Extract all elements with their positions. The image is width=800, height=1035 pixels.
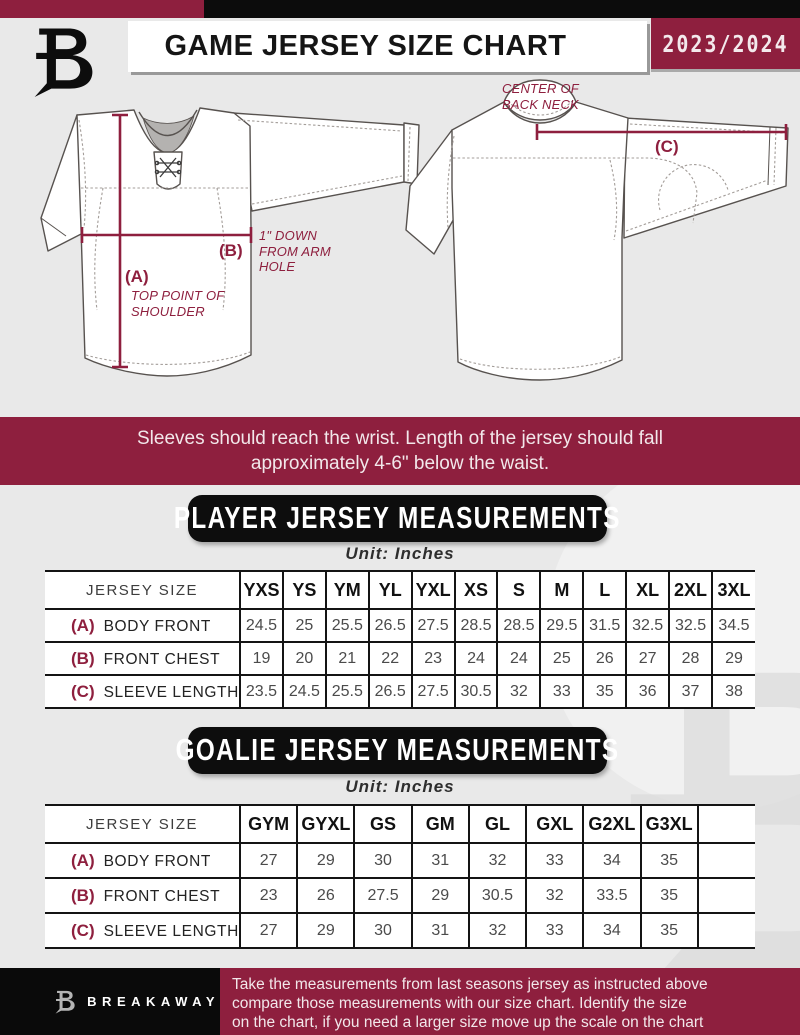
measurement-value-cell: 34.5 bbox=[712, 609, 755, 642]
measurement-value-cell: 23 bbox=[412, 642, 455, 675]
measurement-value-cell: 32 bbox=[469, 843, 526, 878]
measurement-label: SLEEVE LENGTH bbox=[103, 683, 239, 701]
measurement-row-label bbox=[45, 878, 240, 913]
size-header-row bbox=[45, 571, 755, 609]
footer-instructions-line3: on the chart, if you need a larger size move up the scale on the chart bbox=[232, 1014, 704, 1031]
annotation-c-label: (C) bbox=[655, 137, 679, 156]
measurement-row bbox=[45, 675, 755, 708]
measurement-value-cell: 29 bbox=[297, 913, 354, 948]
measurement-value-cell: 33 bbox=[526, 913, 583, 948]
measurement-value-cell: 25.5 bbox=[326, 609, 369, 642]
measurement-value-cell: 24.5 bbox=[283, 675, 326, 708]
measurement-value-cell: 27.5 bbox=[412, 675, 455, 708]
measurement-value-cell: 35 bbox=[641, 878, 698, 913]
measurement-value-cell: 29.5 bbox=[540, 609, 583, 642]
measurement-value-cell: 30.5 bbox=[455, 675, 498, 708]
fit-note-line1: Sleeves should reach the wrist. Length of the jersey should fall bbox=[137, 428, 663, 449]
size-column-header-cell: YS bbox=[283, 571, 326, 609]
size-column-header-cell: 2XL bbox=[669, 571, 712, 609]
size-column-header-cell: GYM bbox=[240, 805, 297, 843]
size-column-header-cell: XL bbox=[626, 571, 669, 609]
measurement-value-cell: 33 bbox=[526, 843, 583, 878]
footer-brand-block bbox=[0, 968, 220, 1035]
breakaway-footer-logo-icon bbox=[52, 985, 77, 1019]
measurement-value-cell bbox=[698, 878, 755, 913]
size-column-header-cell: YL bbox=[369, 571, 412, 609]
measurement-value-cell: 20 bbox=[283, 642, 326, 675]
measurement-value-cell: 34 bbox=[583, 843, 640, 878]
measurement-label: FRONT CHEST bbox=[103, 650, 221, 668]
measurement-row bbox=[45, 843, 755, 878]
measurement-value-cell: 26.5 bbox=[369, 609, 412, 642]
fit-note-line2: approximately 4-6" below the waist. bbox=[250, 453, 550, 474]
measurement-key: (A) bbox=[71, 850, 95, 870]
footer-instructions-line1: Take the measurements from last seasons jersey as instructed above bbox=[232, 976, 708, 993]
measurement-value-cell: 30.5 bbox=[469, 878, 526, 913]
measurement-value-cell: 37 bbox=[669, 675, 712, 708]
measurement-row-label bbox=[45, 843, 240, 878]
annotation-a-label: (A) bbox=[125, 267, 149, 286]
size-column-header-cell: YXS bbox=[240, 571, 283, 609]
measurement-key: (C) bbox=[71, 920, 95, 940]
measurement-value-cell bbox=[698, 913, 755, 948]
footer bbox=[0, 968, 800, 1035]
measurement-value-cell: 22 bbox=[369, 642, 412, 675]
size-column-header-cell: L bbox=[583, 571, 626, 609]
measurement-key: (B) bbox=[71, 885, 95, 905]
jersey-size-header-cell: JERSEY SIZE bbox=[45, 571, 240, 609]
measurement-value-cell: 30 bbox=[354, 843, 411, 878]
measurement-value-cell: 26 bbox=[297, 878, 354, 913]
size-column-header-cell: S bbox=[497, 571, 540, 609]
season-text: 2023/2024 bbox=[662, 29, 789, 58]
annotation-b-label: (B) bbox=[219, 241, 243, 260]
size-column-header-cell: GM bbox=[412, 805, 469, 843]
measurement-value-cell: 36 bbox=[626, 675, 669, 708]
measurement-label: BODY FRONT bbox=[103, 852, 211, 870]
size-column-header-cell: YXL bbox=[412, 571, 455, 609]
size-column-header-cell: GS bbox=[354, 805, 411, 843]
measurement-value-cell: 28.5 bbox=[455, 609, 498, 642]
measurement-value-cell: 27 bbox=[626, 642, 669, 675]
measurement-value-cell: 28.5 bbox=[497, 609, 540, 642]
footer-instructions-line2: compare those measurements with our size chart. Identify the size bbox=[232, 995, 687, 1012]
measurement-value-cell: 25 bbox=[540, 642, 583, 675]
measurement-value-cell: 33 bbox=[540, 675, 583, 708]
measurement-value-cell: 33.5 bbox=[583, 878, 640, 913]
size-column-header-cell: 3XL bbox=[712, 571, 755, 609]
measurement-value-cell: 29 bbox=[412, 878, 469, 913]
annotation-center-back-neck: CENTER OF BACK NECK bbox=[502, 81, 579, 112]
measurement-value-cell: 26.5 bbox=[369, 675, 412, 708]
goalie-unit-label: Unit: Inches bbox=[345, 777, 455, 796]
measurement-value-cell: 19 bbox=[240, 642, 283, 675]
size-column-header-cell bbox=[698, 805, 755, 843]
measurement-row bbox=[45, 642, 755, 675]
measurement-row-label bbox=[45, 642, 240, 675]
footer-instructions bbox=[220, 968, 800, 1035]
measurement-value-cell: 34 bbox=[583, 913, 640, 948]
measurement-key: (A) bbox=[71, 615, 95, 635]
measurement-value-cell: 23 bbox=[240, 878, 297, 913]
goalie-section-title: GOALIE JERSEY MEASUREMENTS bbox=[188, 727, 607, 774]
measurement-value-cell: 31 bbox=[412, 843, 469, 878]
measurement-value-cell: 35 bbox=[641, 843, 698, 878]
measurement-value-cell: 32.5 bbox=[669, 609, 712, 642]
page-title-text: GAME JERSEY SIZE CHART bbox=[164, 30, 567, 62]
size-header-row bbox=[45, 805, 755, 843]
measurement-value-cell: 35 bbox=[583, 675, 626, 708]
measurement-value-cell: 32.5 bbox=[626, 609, 669, 642]
measurement-value-cell: 25 bbox=[283, 609, 326, 642]
jersey-measurement-diagram bbox=[0, 68, 800, 417]
measurement-value-cell: 31 bbox=[412, 913, 469, 948]
measurement-label: BODY FRONT bbox=[103, 617, 211, 635]
top-accent-strip-black bbox=[204, 0, 800, 18]
measurement-key: (B) bbox=[71, 648, 95, 668]
measurement-value-cell: 21 bbox=[326, 642, 369, 675]
measurement-value-cell: 30 bbox=[354, 913, 411, 948]
measurement-value-cell: 29 bbox=[297, 843, 354, 878]
size-column-header-cell: XS bbox=[455, 571, 498, 609]
measurement-value-cell: 24 bbox=[497, 642, 540, 675]
size-column-header-cell: G2XL bbox=[583, 805, 640, 843]
player-section-title: PLAYER JERSEY MEASUREMENTS bbox=[188, 495, 607, 542]
measurement-key: (C) bbox=[71, 681, 95, 701]
measurement-value-cell: 27.5 bbox=[354, 878, 411, 913]
size-column-header-cell: GXL bbox=[526, 805, 583, 843]
measurement-value-cell: 35 bbox=[641, 913, 698, 948]
annotation-a-note: TOP POINT OF SHOULDER bbox=[131, 288, 225, 319]
measurement-value-cell bbox=[698, 843, 755, 878]
measurement-row-label bbox=[45, 609, 240, 642]
player-unit-label: Unit: Inches bbox=[345, 544, 455, 563]
fit-note-banner bbox=[0, 417, 800, 485]
measurement-value-cell: 28 bbox=[669, 642, 712, 675]
size-column-header-cell: GL bbox=[469, 805, 526, 843]
page-title bbox=[128, 21, 647, 72]
measurement-value-cell: 29 bbox=[712, 642, 755, 675]
measurement-value-cell: 38 bbox=[712, 675, 755, 708]
goalie-measurements-table bbox=[45, 804, 755, 949]
size-column-header-cell: G3XL bbox=[641, 805, 698, 843]
annotation-b-note: 1" DOWN FROM ARM HOLE bbox=[259, 228, 331, 274]
measurement-value-cell: 27 bbox=[240, 843, 297, 878]
player-measurements-table bbox=[45, 570, 755, 709]
breakaway-logo-icon bbox=[24, 24, 100, 100]
measurement-value-cell: 25.5 bbox=[326, 675, 369, 708]
measurement-row-label bbox=[45, 913, 240, 948]
measurement-row bbox=[45, 609, 755, 642]
measurement-value-cell: 26 bbox=[583, 642, 626, 675]
measurement-value-cell: 24 bbox=[455, 642, 498, 675]
size-column-header-cell: GYXL bbox=[297, 805, 354, 843]
measurement-value-cell: 27 bbox=[240, 913, 297, 948]
measurement-label: FRONT CHEST bbox=[103, 887, 221, 905]
size-column-header-cell: YM bbox=[326, 571, 369, 609]
measurement-value-cell: 23.5 bbox=[240, 675, 283, 708]
size-column-header-cell: M bbox=[540, 571, 583, 609]
top-accent-strip bbox=[0, 0, 800, 18]
measurement-value-cell: 32 bbox=[497, 675, 540, 708]
measurement-value-cell: 27.5 bbox=[412, 609, 455, 642]
jersey-illustrations bbox=[0, 68, 800, 417]
jersey-size-header-cell: JERSEY SIZE bbox=[45, 805, 240, 843]
footer-brand-name: BREAKAWAY bbox=[87, 994, 220, 1009]
measurement-row bbox=[45, 913, 755, 948]
measurement-label: SLEEVE LENGTH bbox=[103, 922, 239, 940]
season-badge bbox=[651, 18, 800, 69]
measurement-row bbox=[45, 878, 755, 913]
measurement-value-cell: 32 bbox=[469, 913, 526, 948]
measurement-row-label bbox=[45, 675, 240, 708]
measurement-value-cell: 24.5 bbox=[240, 609, 283, 642]
measurement-value-cell: 32 bbox=[526, 878, 583, 913]
measurement-value-cell: 31.5 bbox=[583, 609, 626, 642]
